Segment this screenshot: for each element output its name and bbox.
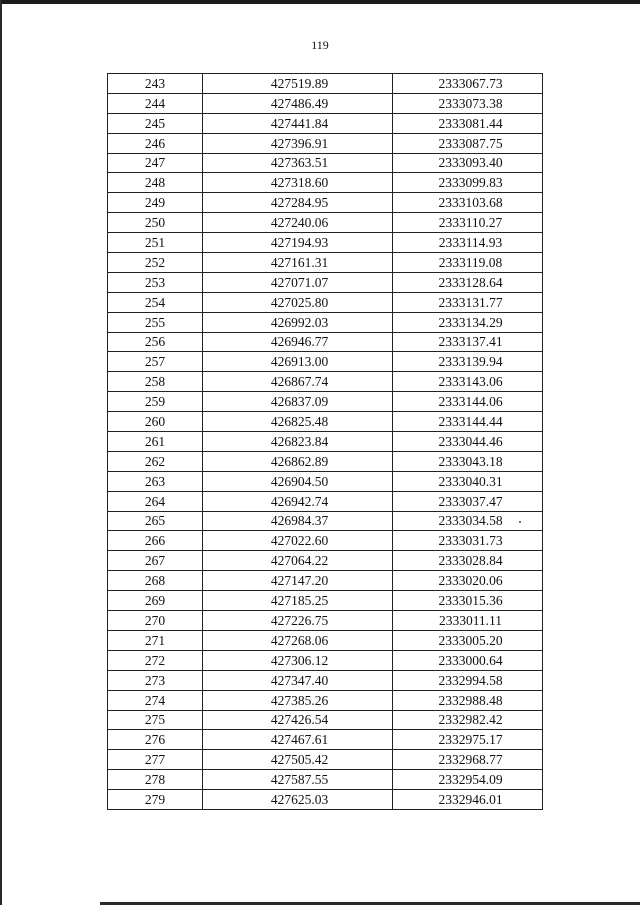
x-coordinate-cell: 427071.07 (203, 272, 393, 292)
table-row (108, 432, 543, 452)
x-coordinate-cell: 427064.22 (203, 551, 393, 571)
point-number-cell: 274 (108, 690, 203, 710)
point-number-cell: 269 (108, 591, 203, 611)
table-row (108, 233, 543, 253)
table-row (108, 93, 543, 113)
point-number-cell: 258 (108, 372, 203, 392)
point-number-cell: 244 (108, 93, 203, 113)
table-row (108, 332, 543, 352)
point-number-cell: 262 (108, 451, 203, 471)
x-coordinate-cell: 427306.12 (203, 650, 393, 670)
x-coordinate-cell: 427519.89 (203, 74, 393, 94)
y-coordinate-cell: 2333073.38 (393, 93, 543, 113)
y-coordinate-cell: 2333119.08 (393, 253, 543, 273)
x-coordinate-cell: 427505.42 (203, 750, 393, 770)
y-coordinate-cell: 2333067.73 (393, 74, 543, 94)
x-coordinate-cell: 426867.74 (203, 372, 393, 392)
table-row (108, 770, 543, 790)
x-coordinate-cell: 427587.55 (203, 770, 393, 790)
table-row (108, 113, 543, 133)
point-number-cell: 255 (108, 312, 203, 332)
table-row (108, 173, 543, 193)
x-coordinate-cell: 426904.50 (203, 471, 393, 491)
table-row (108, 253, 543, 273)
table-row (108, 272, 543, 292)
point-number-cell: 277 (108, 750, 203, 770)
y-coordinate-cell: 2333034.58 (393, 511, 543, 531)
y-coordinate-cell: 2333005.20 (393, 630, 543, 650)
y-coordinate-cell: 2333128.64 (393, 272, 543, 292)
x-coordinate-cell: 426862.89 (203, 451, 393, 471)
table-row (108, 551, 543, 571)
x-coordinate-cell: 426837.09 (203, 392, 393, 412)
y-coordinate-cell: 2332988.48 (393, 690, 543, 710)
table-row (108, 412, 543, 432)
x-coordinate-cell: 427467.61 (203, 730, 393, 750)
x-coordinate-cell: 426946.77 (203, 332, 393, 352)
x-coordinate-cell: 427426.54 (203, 710, 393, 730)
y-coordinate-cell: 2333099.83 (393, 173, 543, 193)
table-row (108, 511, 543, 531)
y-coordinate-cell: 2333000.64 (393, 650, 543, 670)
y-coordinate-cell: 2333114.93 (393, 233, 543, 253)
x-coordinate-cell: 427268.06 (203, 630, 393, 650)
point-number-cell: 264 (108, 491, 203, 511)
y-coordinate-cell: 2333015.36 (393, 591, 543, 611)
y-coordinate-cell: 2333137.41 (393, 332, 543, 352)
point-number-cell: 253 (108, 272, 203, 292)
x-coordinate-cell: 427318.60 (203, 173, 393, 193)
point-number-cell: 263 (108, 471, 203, 491)
point-number-cell: 276 (108, 730, 203, 750)
table-row (108, 670, 543, 690)
table-row (108, 153, 543, 173)
y-coordinate-cell: 2333031.73 (393, 531, 543, 551)
point-number-cell: 261 (108, 432, 203, 452)
x-coordinate-cell: 427226.75 (203, 611, 393, 631)
x-coordinate-cell: 426823.84 (203, 432, 393, 452)
point-number-cell: 245 (108, 113, 203, 133)
table-row (108, 650, 543, 670)
y-coordinate-cell: 2333144.06 (393, 392, 543, 412)
table-row (108, 193, 543, 213)
point-number-cell: 243 (108, 74, 203, 94)
point-number-cell: 259 (108, 392, 203, 412)
point-number-cell: 249 (108, 193, 203, 213)
x-coordinate-cell: 427025.80 (203, 292, 393, 312)
x-coordinate-cell: 427284.95 (203, 193, 393, 213)
table-row (108, 372, 543, 392)
y-coordinate-cell: 2333087.75 (393, 133, 543, 153)
point-number-cell: 268 (108, 571, 203, 591)
table-row (108, 213, 543, 233)
table-row (108, 292, 543, 312)
x-coordinate-cell: 427022.60 (203, 531, 393, 551)
y-coordinate-cell: 2332946.01 (393, 790, 543, 810)
point-number-cell: 250 (108, 213, 203, 233)
point-number-cell: 267 (108, 551, 203, 571)
coordinate-table (107, 73, 543, 810)
x-coordinate-cell: 426992.03 (203, 312, 393, 332)
x-coordinate-cell: 427363.51 (203, 153, 393, 173)
x-coordinate-cell: 427396.91 (203, 133, 393, 153)
point-number-cell: 275 (108, 710, 203, 730)
table-row (108, 630, 543, 650)
y-coordinate-cell: 2333011.11 (393, 611, 543, 631)
point-number-cell: 252 (108, 253, 203, 273)
point-number-cell: 256 (108, 332, 203, 352)
table-row (108, 611, 543, 631)
y-coordinate-cell: 2332968.77 (393, 750, 543, 770)
point-number-cell: 260 (108, 412, 203, 432)
y-coordinate-cell: 2333028.84 (393, 551, 543, 571)
x-coordinate-cell: 427194.93 (203, 233, 393, 253)
table-row (108, 133, 543, 153)
y-coordinate-cell: 2333040.31 (393, 471, 543, 491)
point-number-cell: 257 (108, 352, 203, 372)
table-row (108, 531, 543, 551)
y-coordinate-cell: 2333093.40 (393, 153, 543, 173)
scan-border-left (0, 0, 2, 905)
x-coordinate-cell: 426942.74 (203, 491, 393, 511)
y-coordinate-cell: 2333037.47 (393, 491, 543, 511)
table-row (108, 451, 543, 471)
point-number-cell: 279 (108, 790, 203, 810)
x-coordinate-cell: 427486.49 (203, 93, 393, 113)
y-coordinate-cell: 2332994.58 (393, 670, 543, 690)
y-coordinate-cell: 2333131.77 (393, 292, 543, 312)
y-coordinate-cell: 2333134.29 (393, 312, 543, 332)
y-coordinate-cell: 2333044.46 (393, 432, 543, 452)
point-number-cell: 247 (108, 153, 203, 173)
point-number-cell: 278 (108, 770, 203, 790)
table-row (108, 730, 543, 750)
scan-border-top (0, 0, 640, 4)
coordinate-table-body (108, 74, 543, 810)
table-row (108, 74, 543, 94)
table-row (108, 392, 543, 412)
table-row (108, 710, 543, 730)
x-coordinate-cell: 427185.25 (203, 591, 393, 611)
table-row (108, 750, 543, 770)
table-row (108, 491, 543, 511)
point-number-cell: 273 (108, 670, 203, 690)
point-number-cell: 265 (108, 511, 203, 531)
table-row (108, 352, 543, 372)
x-coordinate-cell: 427347.40 (203, 670, 393, 690)
point-number-cell: 254 (108, 292, 203, 312)
x-coordinate-cell: 427161.31 (203, 253, 393, 273)
y-coordinate-cell: 2333043.18 (393, 451, 543, 471)
x-coordinate-cell: 427625.03 (203, 790, 393, 810)
point-number-cell: 248 (108, 173, 203, 193)
x-coordinate-cell: 426825.48 (203, 412, 393, 432)
x-coordinate-cell: 426984.37 (203, 511, 393, 531)
point-number-cell: 251 (108, 233, 203, 253)
y-coordinate-cell: 2333144.44 (393, 412, 543, 432)
y-coordinate-cell: 2332954.09 (393, 770, 543, 790)
x-coordinate-cell: 427441.84 (203, 113, 393, 133)
y-coordinate-cell: 2332975.17 (393, 730, 543, 750)
y-coordinate-cell: 2333143.06 (393, 372, 543, 392)
point-number-cell: 271 (108, 630, 203, 650)
table-row (108, 312, 543, 332)
table-row (108, 591, 543, 611)
point-number-cell: 270 (108, 611, 203, 631)
y-coordinate-cell: 2333020.06 (393, 571, 543, 591)
x-coordinate-cell: 427240.06 (203, 213, 393, 233)
x-coordinate-cell: 427385.26 (203, 690, 393, 710)
table-row (108, 790, 543, 810)
table-row (108, 571, 543, 591)
page-number: 119 (311, 38, 329, 52)
point-number-cell: 272 (108, 650, 203, 670)
y-coordinate-cell: 2333103.68 (393, 193, 543, 213)
table-row (108, 471, 543, 491)
scan-speck (519, 521, 521, 523)
table-row (108, 690, 543, 710)
x-coordinate-cell: 426913.00 (203, 352, 393, 372)
y-coordinate-cell: 2333081.44 (393, 113, 543, 133)
x-coordinate-cell: 427147.20 (203, 571, 393, 591)
y-coordinate-cell: 2333110.27 (393, 213, 543, 233)
y-coordinate-cell: 2332982.42 (393, 710, 543, 730)
y-coordinate-cell: 2333139.94 (393, 352, 543, 372)
point-number-cell: 266 (108, 531, 203, 551)
point-number-cell: 246 (108, 133, 203, 153)
